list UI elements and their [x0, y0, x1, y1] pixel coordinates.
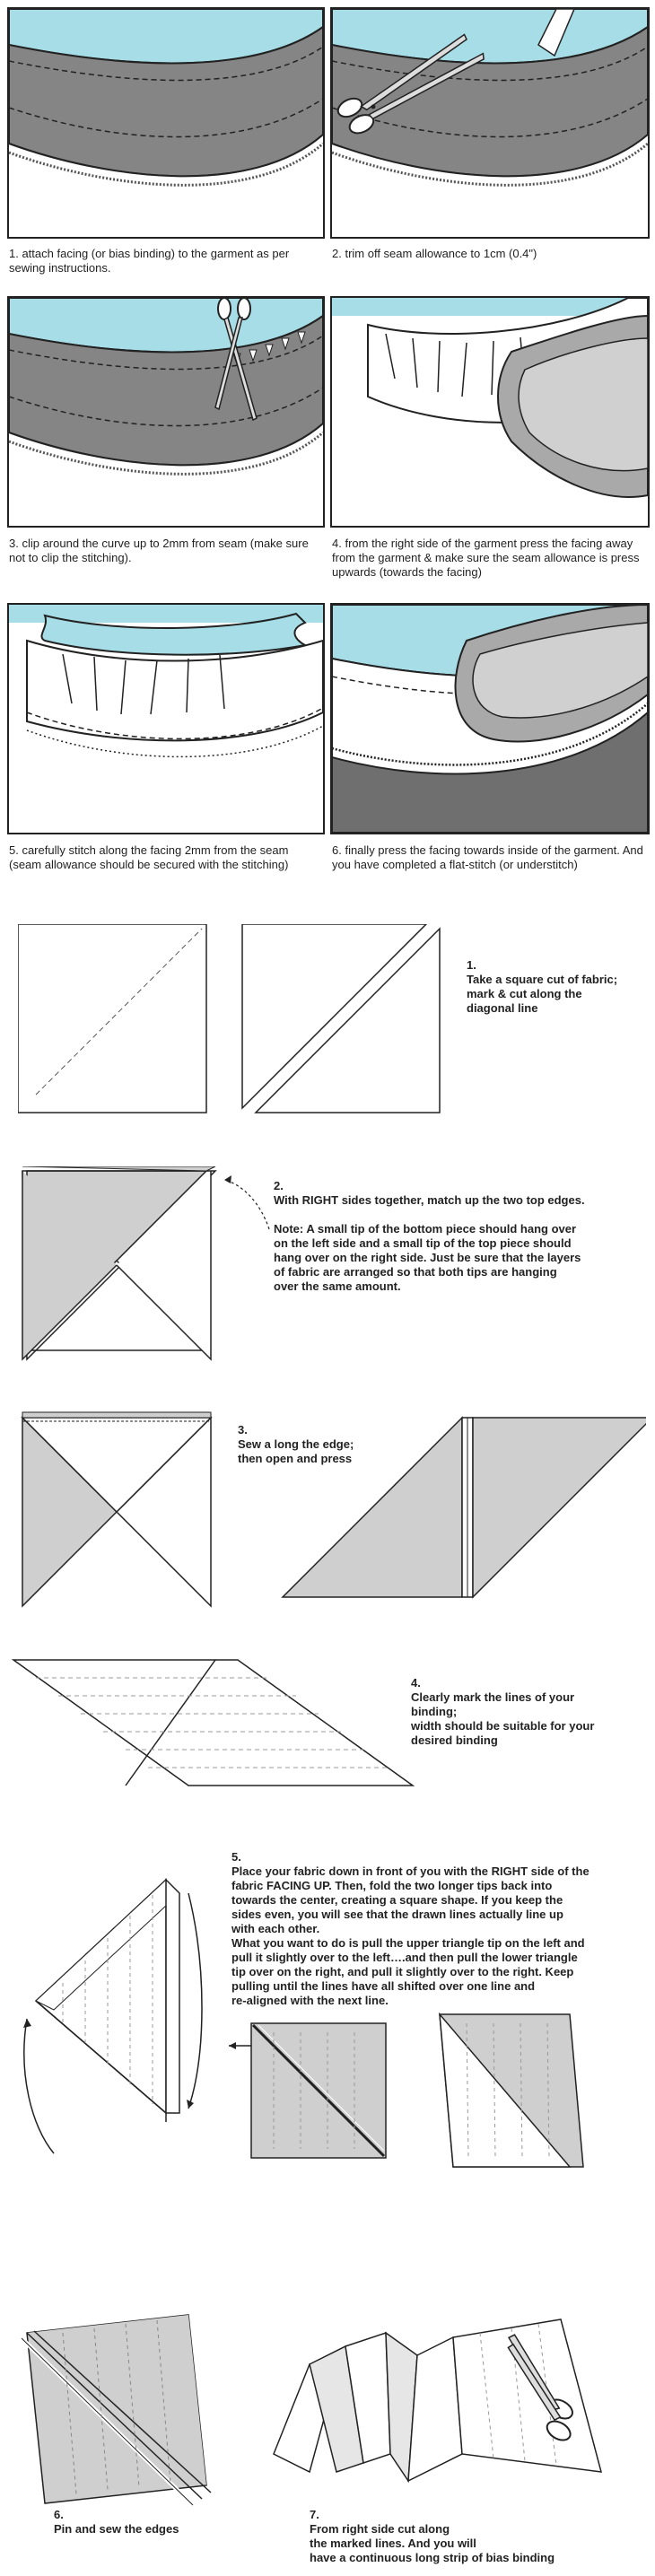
facing-attached-illustration — [9, 9, 323, 237]
press-facing-illustration — [332, 298, 648, 526]
bias-step-4-line-1: Clearly mark the lines of your — [411, 1690, 575, 1704]
mark-binding-lines-figure — [9, 1655, 422, 1790]
bias-step-5-line-10: re-aligned with the next line. — [231, 1994, 389, 2007]
step-3-caption: 3. clip around the curve up to 2mm from seam (make sure not to clip the stitching). — [9, 537, 309, 564]
step-1-caption: 1. attach facing (or bias binding) to the garment as per sewing instructions. — [9, 247, 290, 275]
bias-step-5-line-6: What you want to do is pull the upper triangle tip on the left and — [231, 1936, 585, 1950]
arrow-icon — [24, 2019, 54, 2153]
bias-step-1-number: 1. — [467, 958, 476, 972]
step-1-panel — [7, 7, 325, 239]
pin-and-sew-figure — [9, 2297, 215, 2512]
bias-step-7-line-1: From right side cut along — [310, 2522, 450, 2536]
bias-step-3-number: 3. — [238, 1423, 248, 1436]
trim-seam-illustration — [332, 9, 648, 237]
square-diagonal-figure — [18, 924, 467, 1131]
arrow-icon — [224, 1180, 269, 1229]
bias-step-6-line-1: Pin and sew the edges — [54, 2522, 179, 2536]
bias-step-3-line-2: then open and press — [238, 1452, 353, 1465]
arrow-icon — [188, 1893, 202, 2109]
step-6-panel — [330, 603, 650, 834]
step-4-caption: 4. from the right side of the garment press the facing away from the garment & make sure the seam allowance is press upwards (towards the facing) — [332, 537, 640, 579]
continuous-strip-figure — [256, 2283, 633, 2499]
bias-step-6-number: 6. — [54, 2508, 64, 2521]
step-2-panel — [330, 7, 650, 239]
stitch-facing-illustration — [9, 605, 323, 833]
bias-step-5-line-5: with each other. — [231, 1922, 320, 1935]
bias-step-5-line-1: Place your fabric down in front of you with the RIGHT side of the — [231, 1864, 590, 1878]
step-2-caption: 2. trim off seam allowance to 1cm (0.4") — [332, 247, 537, 260]
bias-step-5-line-7: pull it slightly over to the left….and then pull the lower triangle — [231, 1951, 578, 1964]
bias-step-7-number: 7. — [310, 2508, 319, 2521]
bias-step-2-note-2: on the left side and a small tip of the top piece should — [274, 1236, 572, 1250]
bias-step-4-line-2: binding; — [411, 1705, 458, 1718]
bias-step-1-line-1: Take a square cut of fabric; — [467, 973, 618, 986]
bias-step-4-line-4: desired binding — [411, 1733, 498, 1747]
right-sides-together-figure — [18, 1166, 278, 1436]
understitch-illustration — [332, 605, 648, 833]
bias-step-5-number: 5. — [231, 1850, 241, 1864]
step-3-panel — [7, 296, 325, 528]
bias-step-2-note-5: over the same amount. — [274, 1279, 401, 1293]
bias-step-5-line-3: towards the center, creating a square shape. If you keep the — [231, 1893, 563, 1907]
step-5-caption: 5. carefully stitch along the facing 2mm from the seam (seam allowance should be secured with the stitching) — [9, 843, 289, 871]
bias-step-2-number: 2. — [274, 1179, 284, 1192]
bias-step-7-line-2: the marked lines. And you will — [310, 2537, 476, 2550]
step-5-panel — [7, 603, 325, 834]
bias-step-5-line-8: tip over on the right, and pull it slightly over to the right. Keep — [231, 1965, 574, 1978]
bias-step-5-line-4: sides even, you will see that the drawn lines actually line up — [231, 1908, 563, 1921]
bias-step-1-line-2: mark & cut along the — [467, 987, 582, 1000]
bias-step-2-note-1: Note: A small tip of the bottom piece should hang over — [274, 1222, 577, 1236]
bias-step-2-title: With RIGHT sides together, match up the two top edges. — [274, 1193, 585, 1207]
step-4-panel — [330, 296, 650, 528]
bias-step-3-line-1: Sew a long the edge; — [238, 1437, 354, 1451]
bias-step-2-note-3: hang over on the right side. Just be sure that the layers — [274, 1251, 581, 1264]
bias-step-5-line-9: pulling until the lines have all shifted over one line and — [231, 1979, 536, 1993]
bias-step-7-line-3: have a continuous long strip of bias binding — [310, 2551, 555, 2564]
bias-step-1-line-3: diagonal line — [467, 1001, 538, 1015]
bias-step-4-number: 4. — [411, 1676, 421, 1690]
bias-step-4-line-3: width should be suitable for your — [411, 1719, 595, 1733]
bias-step-2-note-4: of fabric are arranged so that both tips are hanging — [274, 1265, 557, 1279]
step-6-caption: 6. finally press the facing towards inside of the garment. And you have completed a flat-stitch (or understitch) — [332, 843, 643, 871]
bias-step-5-line-2: fabric FACING UP. Then, fold the two longer tips back into — [231, 1879, 553, 1892]
clip-curve-illustration — [9, 298, 323, 526]
